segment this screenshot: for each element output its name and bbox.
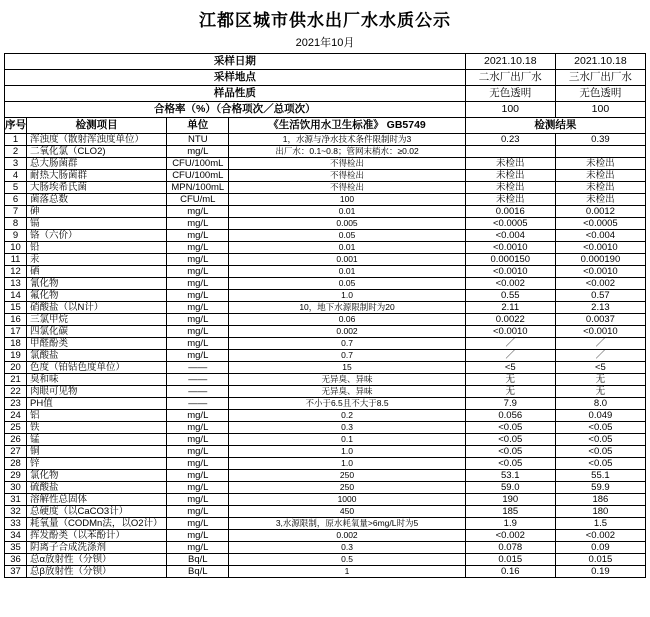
cell-unit: mg/L	[167, 494, 229, 506]
cell-standard: 0.01	[229, 242, 465, 254]
cell-unit: MPN/100mL	[167, 182, 229, 194]
cell-standard: 0.01	[229, 266, 465, 278]
cell-result-1: <0.002	[465, 278, 555, 290]
cell-standard: 0.5	[229, 554, 465, 566]
sample-place-value-2: 三水厂出厂水	[555, 70, 645, 86]
cell-item: 铬（六价）	[27, 230, 167, 242]
cell-unit: Bq/L	[167, 554, 229, 566]
cell-result-2: 0.015	[555, 554, 645, 566]
table-row	[5, 470, 646, 482]
cell-standard: 100	[229, 194, 465, 206]
cell-item: 氟化物	[27, 290, 167, 302]
cell-result-2: 0.000190	[555, 254, 645, 266]
cell-result-1: <5	[465, 362, 555, 374]
table-row	[5, 458, 646, 470]
cell-result-2: 未检出	[555, 182, 645, 194]
cell-no: 27	[5, 446, 27, 458]
cell-result-1: 未检出	[465, 158, 555, 170]
cell-unit: mg/L	[167, 434, 229, 446]
cell-result-1: 0.015	[465, 554, 555, 566]
cell-item: 铜	[27, 446, 167, 458]
cell-no: 18	[5, 338, 27, 350]
cell-result-2: <0.002	[555, 278, 645, 290]
cell-unit: mg/L	[167, 146, 229, 158]
table-row	[5, 254, 646, 266]
cell-no: 35	[5, 542, 27, 554]
cell-no: 23	[5, 398, 27, 410]
cell-no: 2	[5, 146, 27, 158]
sample-property-value-2: 无色透明	[555, 86, 645, 102]
table-row	[5, 350, 646, 362]
cell-result-2: 0.19	[555, 566, 645, 578]
cell-standard: 1，水源与净水技术条件限制时为3	[229, 134, 465, 146]
cell-result-1: ／	[465, 338, 555, 350]
cell-result-1: <0.05	[465, 422, 555, 434]
cell-result-2: 0.09	[555, 542, 645, 554]
cell-result-1: 未检出	[465, 170, 555, 182]
pass-rate-value-1: 100	[465, 102, 555, 118]
cell-unit: mg/L	[167, 350, 229, 362]
cell-standard: 不小于6.5且不大于8.5	[229, 398, 465, 410]
cell-result-1: <0.05	[465, 434, 555, 446]
cell-item: 硫酸盐	[27, 482, 167, 494]
cell-unit: mg/L	[167, 530, 229, 542]
cell-result-2: <0.0010	[555, 242, 645, 254]
cell-no: 29	[5, 470, 27, 482]
cell-standard: 0.3	[229, 542, 465, 554]
cell-item: 硒	[27, 266, 167, 278]
cell-item: 二氧化氯（CLO2)	[27, 146, 167, 158]
table-row	[5, 422, 646, 434]
cell-standard: 无异臭、异味	[229, 386, 465, 398]
cell-no: 19	[5, 350, 27, 362]
cell-result-1: 59.0	[465, 482, 555, 494]
cell-unit: mg/L	[167, 326, 229, 338]
cell-unit: mg/L	[167, 470, 229, 482]
cell-standard: 不得检出	[229, 170, 465, 182]
cell-unit: mg/L	[167, 242, 229, 254]
cell-no: 16	[5, 314, 27, 326]
cell-result-2: 0.049	[555, 410, 645, 422]
cell-result-1: 0.056	[465, 410, 555, 422]
cell-standard: 0.005	[229, 218, 465, 230]
cell-standard: 0.05	[229, 278, 465, 290]
col-header-no: 序号	[5, 118, 27, 134]
sample-place-value-1: 二水厂出厂水	[465, 70, 555, 86]
cell-standard: 0.01	[229, 206, 465, 218]
cell-result-1: <0.05	[465, 446, 555, 458]
cell-item: 臭和味	[27, 374, 167, 386]
cell-result-1: ／	[465, 350, 555, 362]
cell-result-1: 无	[465, 374, 555, 386]
table-row	[5, 386, 646, 398]
cell-no: 33	[5, 518, 27, 530]
cell-item: 氯酸盐	[27, 350, 167, 362]
col-header-standard: 《生活饮用水卫生标准》 GB5749	[229, 118, 465, 134]
cell-standard: 不得检出	[229, 182, 465, 194]
cell-no: 26	[5, 434, 27, 446]
cell-unit: mg/L	[167, 542, 229, 554]
cell-result-2: 无	[555, 386, 645, 398]
cell-no: 28	[5, 458, 27, 470]
cell-no: 15	[5, 302, 27, 314]
cell-result-2: 59.9	[555, 482, 645, 494]
cell-standard: 450	[229, 506, 465, 518]
cell-standard: 0.3	[229, 422, 465, 434]
header-row-pass-rate	[5, 102, 646, 118]
cell-result-1: 未检出	[465, 182, 555, 194]
cell-result-2: 0.57	[555, 290, 645, 302]
col-header-unit: 单位	[167, 118, 229, 134]
cell-no: 30	[5, 482, 27, 494]
cell-standard: 0.002	[229, 530, 465, 542]
cell-unit: mg/L	[167, 290, 229, 302]
cell-standard: 不得检出	[229, 158, 465, 170]
cell-unit: ——	[167, 398, 229, 410]
cell-item: 肉眼可见物	[27, 386, 167, 398]
cell-result-1: 7.9	[465, 398, 555, 410]
cell-standard: 0.002	[229, 326, 465, 338]
cell-no: 12	[5, 266, 27, 278]
cell-no: 37	[5, 566, 27, 578]
table-row	[5, 398, 646, 410]
cell-unit: mg/L	[167, 422, 229, 434]
cell-standard: 0.7	[229, 350, 465, 362]
cell-result-2: <0.002	[555, 530, 645, 542]
cell-item: 硝酸盐（以N计）	[27, 302, 167, 314]
table-row	[5, 182, 646, 194]
cell-unit: mg/L	[167, 266, 229, 278]
page-title: 江都区城市供水出厂水水质公示	[199, 11, 451, 30]
cell-item: 汞	[27, 254, 167, 266]
cell-result-1: 0.23	[465, 134, 555, 146]
cell-no: 11	[5, 254, 27, 266]
table-row	[5, 362, 646, 374]
sample-date-value-1: 2021.10.18	[465, 54, 555, 70]
cell-result-2: 186	[555, 494, 645, 506]
cell-unit: mg/L	[167, 314, 229, 326]
cell-unit: mg/L	[167, 338, 229, 350]
cell-unit: mg/L	[167, 278, 229, 290]
cell-result-2: 55.1	[555, 470, 645, 482]
cell-result-2: <0.0005	[555, 218, 645, 230]
cell-unit: mg/L	[167, 458, 229, 470]
cell-result-2: 未检出	[555, 194, 645, 206]
cell-result-2: <5	[555, 362, 645, 374]
cell-result-2: <0.05	[555, 422, 645, 434]
cell-no: 14	[5, 290, 27, 302]
sample-date-value-2: 2021.10.18	[555, 54, 645, 70]
cell-standard: 250	[229, 470, 465, 482]
cell-item: 大肠埃希氏菌	[27, 182, 167, 194]
cell-result-2: 2.13	[555, 302, 645, 314]
table-row	[5, 326, 646, 338]
cell-item: 浑浊度（散射浑浊度单位）	[27, 134, 167, 146]
cell-no: 31	[5, 494, 27, 506]
report-period: 2021年10月	[295, 37, 355, 49]
table-row	[5, 230, 646, 242]
cell-item: 总α放射性（分钡）	[27, 554, 167, 566]
cell-standard: 0.2	[229, 410, 465, 422]
cell-item: 甲醛酚类	[27, 338, 167, 350]
cell-unit: mg/L	[167, 218, 229, 230]
table-row	[5, 554, 646, 566]
cell-result-2: <0.0010	[555, 326, 645, 338]
cell-result-1: <0.002	[465, 530, 555, 542]
cell-item: 溶解性总固体	[27, 494, 167, 506]
table-row	[5, 242, 646, 254]
cell-unit: mg/L	[167, 446, 229, 458]
table-row	[5, 218, 646, 230]
cell-item: 镉	[27, 218, 167, 230]
cell-result-1: 190	[465, 494, 555, 506]
cell-result-2: 未检出	[555, 158, 645, 170]
cell-standard: 0.7	[229, 338, 465, 350]
table-row	[5, 314, 646, 326]
col-header-result: 检测结果	[465, 118, 645, 134]
cell-result-2: 0.0012	[555, 206, 645, 218]
cell-item: 铅	[27, 242, 167, 254]
cell-item: PH值	[27, 398, 167, 410]
cell-result-1: <0.05	[465, 458, 555, 470]
cell-result-1: <0.0010	[465, 242, 555, 254]
cell-no: 32	[5, 506, 27, 518]
cell-unit: mg/L	[167, 482, 229, 494]
cell-item: 菌落总数	[27, 194, 167, 206]
table-row	[5, 518, 646, 530]
cell-result-2: 无	[555, 374, 645, 386]
cell-result-1: 0.078	[465, 542, 555, 554]
cell-standard: 1	[229, 566, 465, 578]
cell-result-2: 1.5	[555, 518, 645, 530]
cell-no: 4	[5, 170, 27, 182]
cell-result-1: <0.004	[465, 230, 555, 242]
table-row	[5, 482, 646, 494]
cell-result-1: 0.0016	[465, 206, 555, 218]
table-row	[5, 530, 646, 542]
cell-no: 7	[5, 206, 27, 218]
table-row	[5, 506, 646, 518]
cell-standard: 0.1	[229, 434, 465, 446]
cell-result-1	[465, 146, 555, 158]
cell-result-1: 0.55	[465, 290, 555, 302]
cell-result-2: ／	[555, 338, 645, 350]
cell-no: 5	[5, 182, 27, 194]
cell-unit: NTU	[167, 134, 229, 146]
cell-standard: 1.0	[229, 458, 465, 470]
table-row	[5, 566, 646, 578]
table-row	[5, 374, 646, 386]
cell-result-2: 0.0037	[555, 314, 645, 326]
cell-unit: mg/L	[167, 254, 229, 266]
cell-no: 21	[5, 374, 27, 386]
cell-no: 10	[5, 242, 27, 254]
table-row	[5, 446, 646, 458]
sample-property-label: 样品性质	[5, 86, 466, 102]
table-row	[5, 338, 646, 350]
cell-result-1: 无	[465, 386, 555, 398]
column-header-row	[5, 118, 646, 134]
cell-result-2: <0.0010	[555, 266, 645, 278]
cell-no: 22	[5, 386, 27, 398]
cell-unit: CFU/100mL	[167, 158, 229, 170]
cell-item: 总大肠菌群	[27, 158, 167, 170]
cell-no: 24	[5, 410, 27, 422]
cell-no: 3	[5, 158, 27, 170]
cell-item: 总β放射性（分钡）	[27, 566, 167, 578]
cell-unit: ——	[167, 374, 229, 386]
cell-no: 8	[5, 218, 27, 230]
cell-no: 17	[5, 326, 27, 338]
cell-item: 砷	[27, 206, 167, 218]
cell-standard: 出厂水：0.1~0.8；管网末梢水：≥0.02	[229, 146, 465, 158]
cell-result-2: <0.05	[555, 458, 645, 470]
cell-unit: mg/L	[167, 506, 229, 518]
cell-no: 1	[5, 134, 27, 146]
cell-result-2: <0.004	[555, 230, 645, 242]
table-row	[5, 434, 646, 446]
cell-result-2: <0.05	[555, 434, 645, 446]
cell-no: 25	[5, 422, 27, 434]
cell-standard: 1000	[229, 494, 465, 506]
col-header-item: 检测项目	[27, 118, 167, 134]
cell-item: 氰化物	[27, 278, 167, 290]
table-row	[5, 194, 646, 206]
cell-unit: CFU/100mL	[167, 170, 229, 182]
cell-item: 耗氧量（CODMn法，以O2计）	[27, 518, 167, 530]
table-row	[5, 266, 646, 278]
cell-standard: 0.05	[229, 230, 465, 242]
cell-result-1: 2.11	[465, 302, 555, 314]
cell-result-1: 53.1	[465, 470, 555, 482]
cell-result-1: <0.0010	[465, 266, 555, 278]
cell-result-1: <0.0005	[465, 218, 555, 230]
sample-place-label: 采样地点	[5, 70, 466, 86]
cell-item: 挥发酚类（以苯酚计）	[27, 530, 167, 542]
cell-item: 铁	[27, 422, 167, 434]
cell-no: 13	[5, 278, 27, 290]
cell-result-1: <0.0010	[465, 326, 555, 338]
table-row	[5, 170, 646, 182]
cell-result-2: ／	[555, 350, 645, 362]
table-body	[5, 54, 646, 578]
table-row	[5, 542, 646, 554]
cell-result-2: <0.05	[555, 446, 645, 458]
cell-no: 20	[5, 362, 27, 374]
table-row	[5, 206, 646, 218]
cell-unit: mg/L	[167, 206, 229, 218]
table-row	[5, 278, 646, 290]
cell-unit: ——	[167, 362, 229, 374]
cell-no: 6	[5, 194, 27, 206]
cell-item: 总硬度（以CaCO3计）	[27, 506, 167, 518]
pass-rate-label: 合格率（%）（合格项次／总项次）	[5, 102, 466, 118]
cell-item: 三氯甲烷	[27, 314, 167, 326]
table-row	[5, 134, 646, 146]
cell-standard: 10，地下水源限制时为20	[229, 302, 465, 314]
cell-standard: 0.06	[229, 314, 465, 326]
cell-result-1: 未检出	[465, 194, 555, 206]
cell-no: 9	[5, 230, 27, 242]
cell-result-1: 0.000150	[465, 254, 555, 266]
water-quality-table	[4, 53, 646, 578]
cell-unit: mg/L	[167, 230, 229, 242]
pass-rate-value-2: 100	[555, 102, 645, 118]
table-row	[5, 290, 646, 302]
cell-item: 阴离子合成洗涤剂	[27, 542, 167, 554]
cell-result-2	[555, 146, 645, 158]
cell-unit: CFU/mL	[167, 194, 229, 206]
cell-result-2: 未检出	[555, 170, 645, 182]
cell-item: 四氯化碳	[27, 326, 167, 338]
cell-result-1: 1.9	[465, 518, 555, 530]
cell-standard: 0.001	[229, 254, 465, 266]
cell-unit: ——	[167, 386, 229, 398]
cell-item: 锌	[27, 458, 167, 470]
cell-result-1: 0.0022	[465, 314, 555, 326]
cell-standard: 无异臭、异味	[229, 374, 465, 386]
cell-no: 34	[5, 530, 27, 542]
cell-result-1: 185	[465, 506, 555, 518]
cell-unit: Bq/L	[167, 566, 229, 578]
cell-standard: 250	[229, 482, 465, 494]
cell-standard: 1.0	[229, 290, 465, 302]
table-row	[5, 410, 646, 422]
header-row-property	[5, 86, 646, 102]
cell-unit: mg/L	[167, 302, 229, 314]
cell-standard: 1.0	[229, 446, 465, 458]
sample-date-label: 采样日期	[5, 54, 466, 70]
cell-result-2: 8.0	[555, 398, 645, 410]
table-row	[5, 302, 646, 314]
header-row-date	[5, 54, 646, 70]
cell-item: 耐热大肠菌群	[27, 170, 167, 182]
sample-property-value-1: 无色透明	[465, 86, 555, 102]
cell-no: 36	[5, 554, 27, 566]
cell-unit: mg/L	[167, 518, 229, 530]
cell-item: 色度（铂钴色度单位）	[27, 362, 167, 374]
header-row-place	[5, 70, 646, 86]
cell-result-1: 0.16	[465, 566, 555, 578]
cell-item: 铝	[27, 410, 167, 422]
cell-standard: 15	[229, 362, 465, 374]
cell-standard: 3,水源限制，原水耗氧量>6mg/L时为5	[229, 518, 465, 530]
table-row	[5, 494, 646, 506]
table-row	[5, 158, 646, 170]
cell-item: 锰	[27, 434, 167, 446]
cell-item: 氯化物	[27, 470, 167, 482]
cell-result-2: 0.39	[555, 134, 645, 146]
cell-unit: mg/L	[167, 410, 229, 422]
cell-result-2: 180	[555, 506, 645, 518]
table-row	[5, 146, 646, 158]
